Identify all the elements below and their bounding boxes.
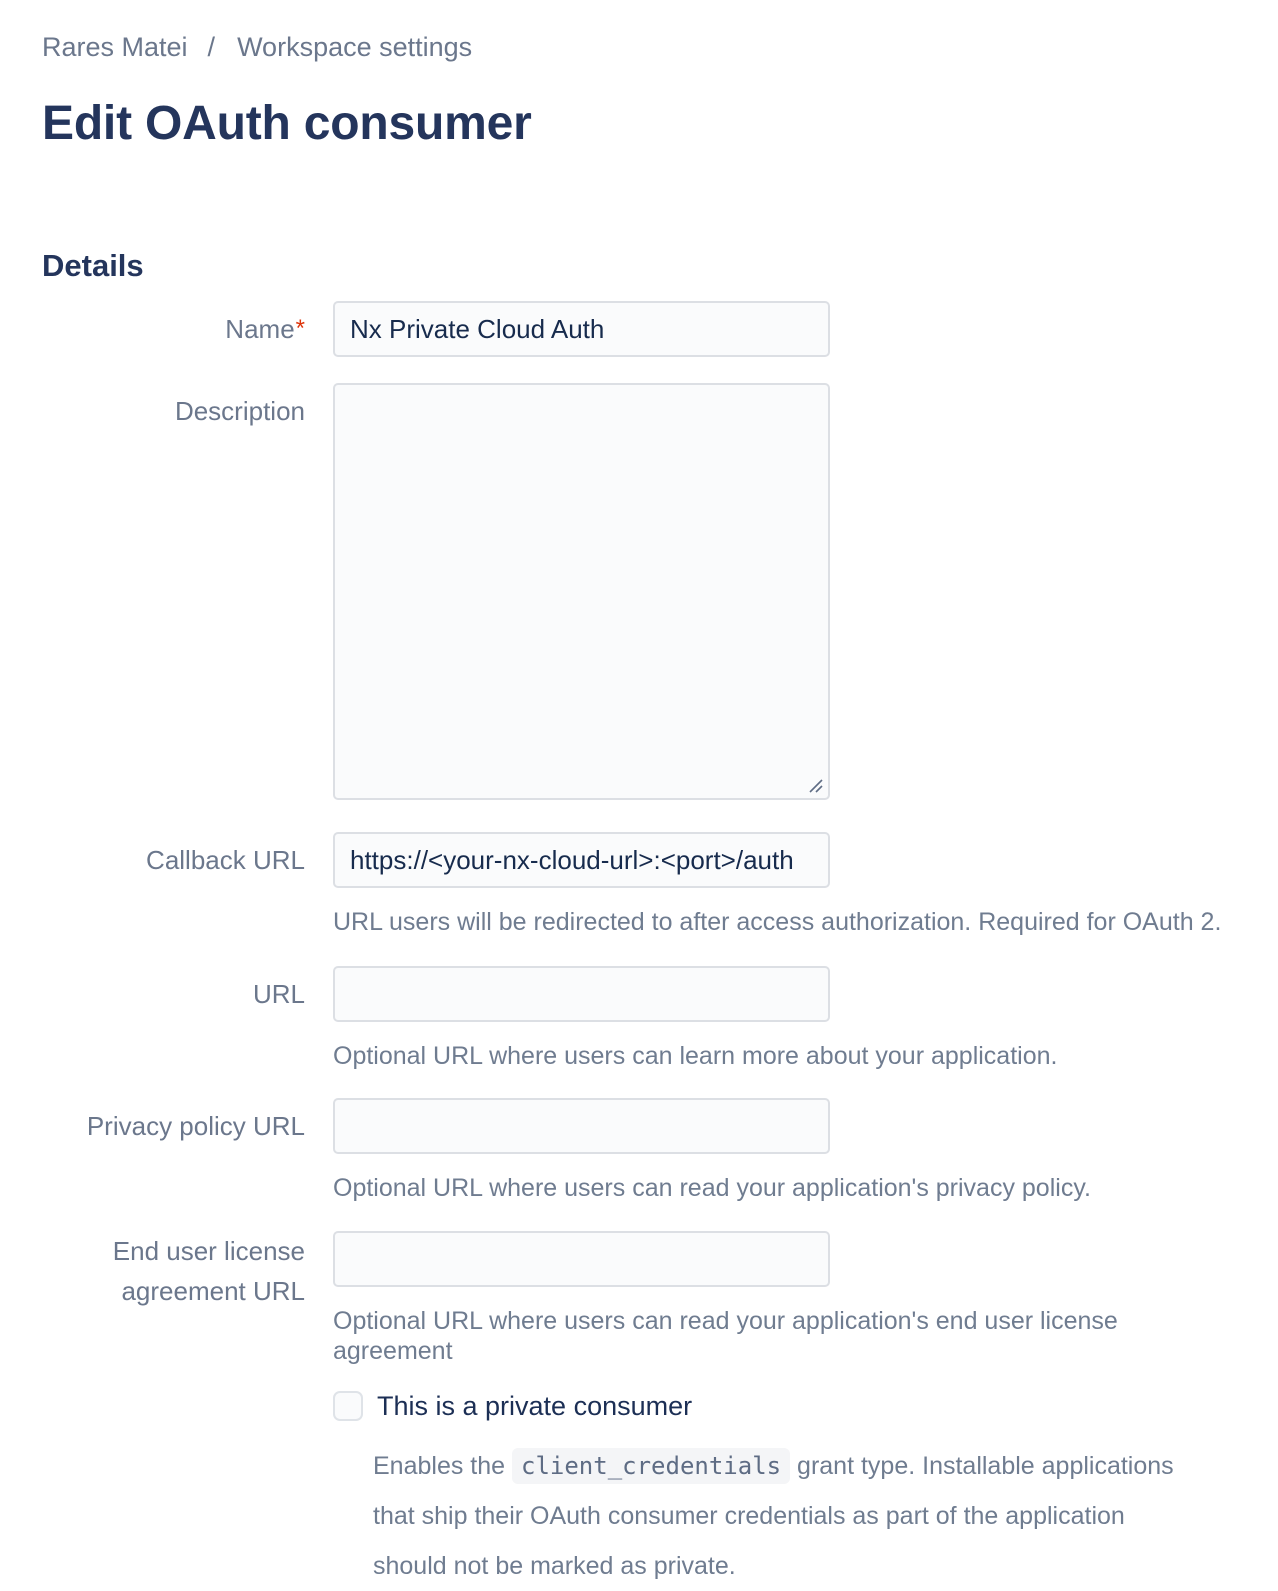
private-consumer-checkbox[interactable] — [333, 1391, 363, 1421]
eula-url-helper: Optional URL where users can read your application's end user license agreement — [333, 1307, 1118, 1365]
eula-url-label-text: End user license agreement URL — [112, 1236, 305, 1306]
private-consumer-row — [42, 1389, 1236, 1591]
description-label — [42, 383, 305, 439]
url-helper: Optional URL where users can learn more about your application. — [333, 1042, 1058, 1070]
description-field-cell — [333, 383, 1236, 800]
url-row — [42, 966, 1236, 1071]
oauth-consumer-form — [42, 301, 1236, 1591]
details-section-heading: Details — [42, 248, 144, 283]
callback-url-row — [42, 832, 1236, 937]
page-title: Edit OAuth consumer — [42, 97, 532, 150]
eula-url-field-cell — [333, 1231, 1236, 1366]
breadcrumb-workspace-link[interactable]: Rares Matei — [42, 32, 188, 62]
private-consumer-field-cell — [333, 1389, 1236, 1591]
url-field-cell — [333, 966, 1236, 1071]
breadcrumb-settings-link[interactable]: Workspace settings — [237, 32, 473, 62]
privacy-policy-url-label-text: Privacy policy URL — [86, 1111, 305, 1141]
breadcrumb — [42, 30, 1236, 64]
callback-url-label — [42, 832, 305, 888]
privacy-policy-url-field-cell — [333, 1098, 1236, 1203]
callback-url-helper: URL users will be redirected to after access authorization. Required for OAuth 2. — [333, 908, 1222, 936]
name-label — [42, 301, 305, 357]
description-label-text: Description — [174, 396, 305, 426]
callback-url-input[interactable] — [333, 832, 830, 888]
private-consumer-helper — [373, 1441, 1201, 1591]
url-input[interactable] — [333, 966, 830, 1022]
url-label — [42, 966, 305, 1022]
eula-url-row — [42, 1231, 1236, 1366]
private-helper-text-before: Enables the — [373, 1452, 506, 1480]
breadcrumb-separator: / — [207, 32, 216, 62]
private-consumer-checkbox-row — [333, 1389, 1236, 1423]
name-label-text: Name — [225, 314, 295, 344]
private-consumer-label[interactable]: This is a private consumer — [377, 1391, 693, 1421]
private-helper-text-after: grant type. Installable applications that ship their OAuth consumer credentials as part of the application should not be marked as private. — [373, 1452, 1174, 1580]
required-asterisk: * — [295, 315, 305, 342]
privacy-policy-url-input[interactable] — [333, 1098, 830, 1154]
description-row — [42, 383, 1236, 800]
eula-url-input[interactable] — [333, 1231, 830, 1287]
client-credentials-code: client_credentials — [512, 1448, 790, 1484]
privacy-policy-url-row — [42, 1098, 1236, 1203]
eula-url-label — [42, 1231, 305, 1311]
callback-url-label-text: Callback URL — [146, 845, 305, 875]
url-label-text: URL — [252, 979, 305, 1009]
privacy-policy-url-helper: Optional URL where users can read your application's privacy policy. — [333, 1174, 1091, 1202]
callback-url-field-cell — [333, 832, 1236, 937]
privacy-policy-url-label — [42, 1098, 305, 1154]
name-input[interactable] — [333, 301, 830, 357]
name-field-cell — [333, 301, 1236, 357]
description-textarea[interactable] — [333, 383, 830, 800]
name-row — [42, 301, 1236, 357]
